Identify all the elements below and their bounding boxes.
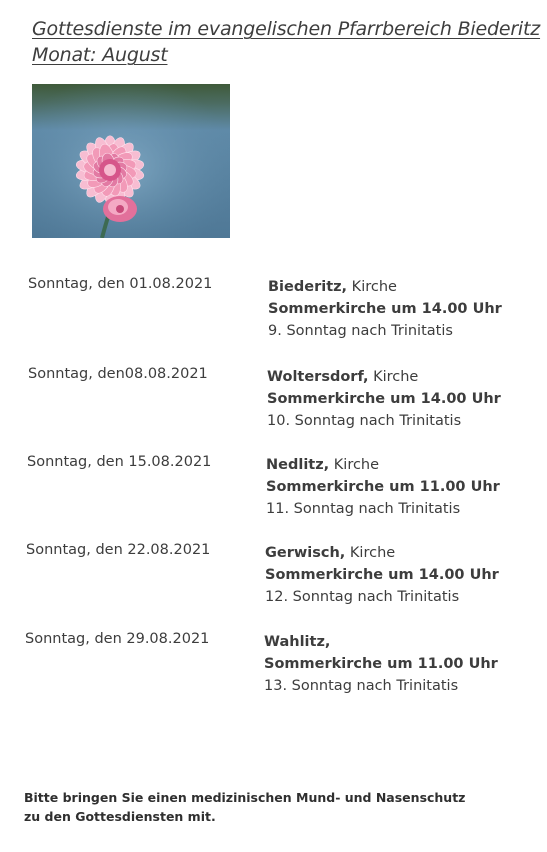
service-location-suffix: Kirche: [345, 545, 396, 561]
service-details: [266, 454, 500, 520]
service-location-suffix: Kirche: [329, 457, 380, 473]
service-event: Sommerkirche um 11.00 Uhr: [266, 479, 500, 495]
service-location-line: [268, 276, 502, 298]
service-details: [264, 631, 498, 697]
service-location-suffix: Kirche: [368, 369, 419, 385]
service-date: Sonntag, den 22.08.2021: [26, 542, 211, 558]
service-details: [268, 276, 502, 342]
service-location-line: [266, 454, 500, 476]
service-location-suffix: Kirche: [347, 279, 397, 295]
service-location-line: [265, 542, 499, 564]
mask-notice: Bitte bringen Sie einen medizinischen Mund- und Nasenschutz zu den Gottesdiensten mit.: [24, 790, 466, 824]
service-location: Biederitz,: [268, 279, 348, 295]
service-details: [267, 366, 501, 432]
service-event: Sommerkirche um 11.00 Uhr: [264, 656, 498, 672]
service-date: Sonntag, den 15.08.2021: [27, 454, 212, 470]
service-location-line: [267, 366, 501, 388]
service-date: Sonntag, den 01.08.2021: [28, 276, 213, 292]
service-event: Sommerkirche um 14.00 Uhr: [267, 391, 501, 407]
service-location: Wahlitz,: [264, 634, 331, 650]
service-occasion: 12. Sonntag nach Trinitatis: [265, 589, 460, 605]
service-event: Sommerkirche um 14.00 Uhr: [265, 567, 499, 583]
service-location: Woltersdorf,: [267, 369, 369, 385]
service-event: Sommerkirche um 14.00 Uhr: [268, 301, 502, 317]
service-occasion: 13. Sonntag nach Trinitatis: [264, 678, 459, 694]
service-location: Nedlitz,: [266, 457, 330, 473]
service-occasion: 10. Sonntag nach Trinitatis: [267, 413, 462, 429]
service-date: Sonntag, den08.08.2021: [28, 366, 208, 382]
service-details: [265, 542, 499, 608]
service-occasion: 9. Sonntag nach Trinitatis: [268, 323, 453, 339]
pink-chrysanthemum-photo: [32, 84, 230, 238]
service-location-line: [264, 631, 498, 653]
page-subtitle-month: Monat: August: [32, 44, 168, 66]
service-location: Gerwisch,: [265, 545, 346, 561]
service-date: Sonntag, den 29.08.2021: [25, 631, 210, 647]
page-title: Gottesdienste im evangelischen Pfarrbereich Biederitz: [32, 18, 541, 40]
service-occasion: 11. Sonntag nach Trinitatis: [266, 501, 461, 517]
